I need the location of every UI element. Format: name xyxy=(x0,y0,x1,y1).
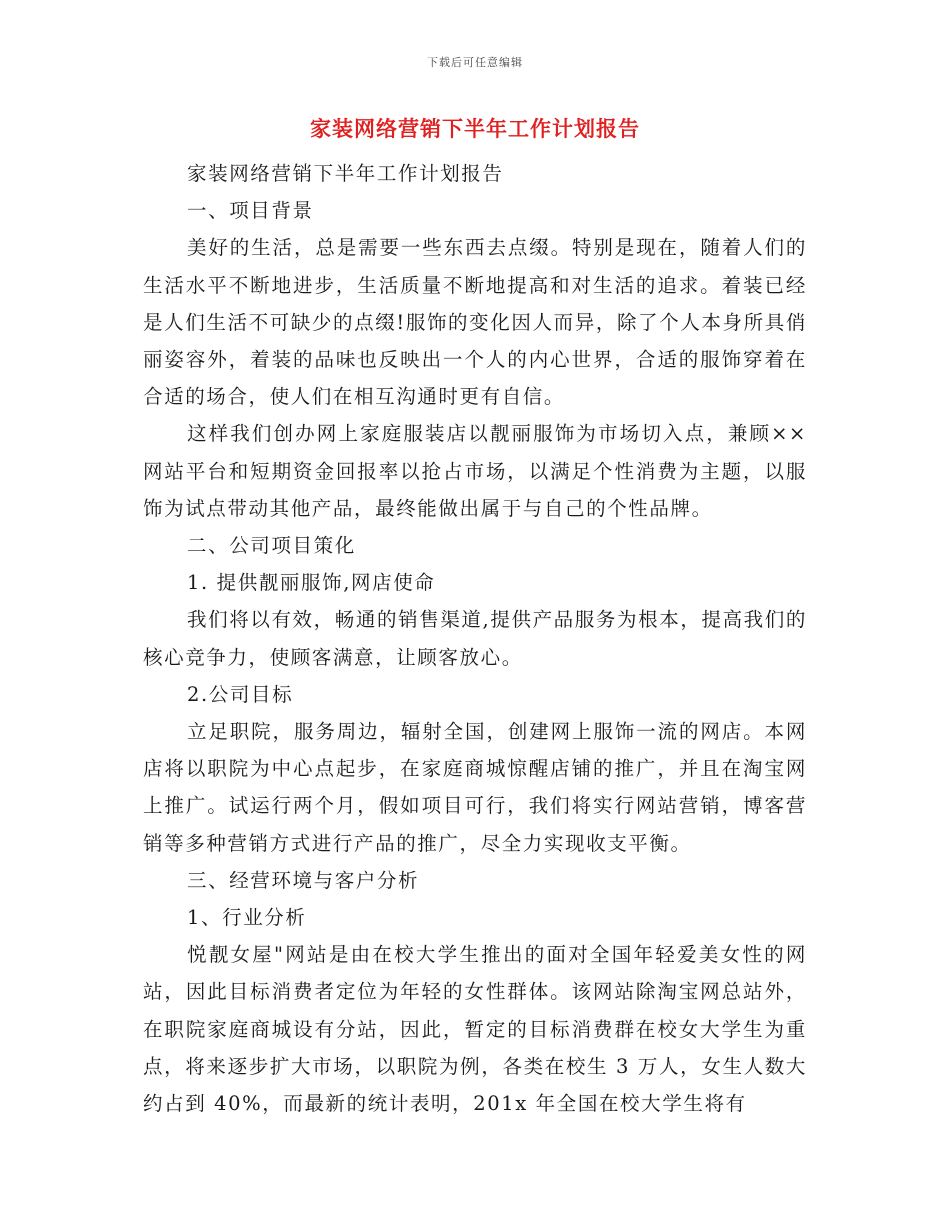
section-heading-background: 一、项目背景 xyxy=(187,199,314,223)
section-heading-environment: 三、经营环境与客户分析 xyxy=(187,868,420,892)
section-heading-planning: 二、公司项目策化 xyxy=(187,534,356,558)
body-paragraph: 这样我们创办网上家庭服装店以靓丽服饰为市场切入点，兼顾××网站平台和短期资金回报率以抢占市场，以满足个性消费为主题，以服饰为试点带动其他产品，最终能做出属于与自己的个性品牌。 xyxy=(143,422,807,520)
body-paragraph: 我们将以有效，畅通的销售渠道,提供产品服务为根本，提高我们的核心竞争力，使顾客满意，让顾客放心。 xyxy=(143,608,807,669)
body-paragraph: 美好的生活，总是需要一些东西去点缀。特别是现在，随着人们的生活水平不断地进步，生活质量不断地提高和对生活的追求。着装已经是人们生活不可缺少的点缀!服饰的变化因人而异，除了个人本身所具俏丽姿容外，着装的品味也反映出一个人的内心世界，合适的服饰穿着在合适的场合，使人们在相互沟通时更有自信。 xyxy=(143,236,807,409)
subsection-heading-mission: 1. 提供靓丽服饰,网店使命 xyxy=(187,571,436,595)
document-title: 家装网络营销下半年工作计划报告 xyxy=(310,116,640,141)
subsection-heading-goal: 2.公司目标 xyxy=(187,682,294,706)
page-header: 下载后可任意编辑 xyxy=(427,56,523,69)
subsection-heading-industry: 1、行业分析 xyxy=(187,906,307,930)
body-paragraph: 悦靓女屋"网站是由在校大学生推出的面对全国年轻爱美女性的网站，因此目标消费者定位为年轻的女性群体。该网站除淘宝网总站外，在职院家庭商城设有分站，因此，暂定的目标消费群在校女大学生为重点，将来逐步扩大市场，以职院为例，各类在校生 3 万人，女生人数大约占到 40%，而最新的统计表明，201x 年全国在校大学生将有 xyxy=(143,943,807,1116)
document-body xyxy=(143,155,807,1122)
subtitle-paragraph: 家装网络营销下半年工作计划报告 xyxy=(187,162,504,185)
body-paragraph: 立足职院，服务周边，辐射全国，创建网上服饰一流的网店。本网店将以职院为中心点起步，在家庭商城惊醒店铺的推广，并且在淘宝网上推广。试运行两个月，假如项目可行，我们将实行网站营销，博客营销等多种营销方式进行产品的推广，尽全力实现收支平衡。 xyxy=(143,720,807,855)
